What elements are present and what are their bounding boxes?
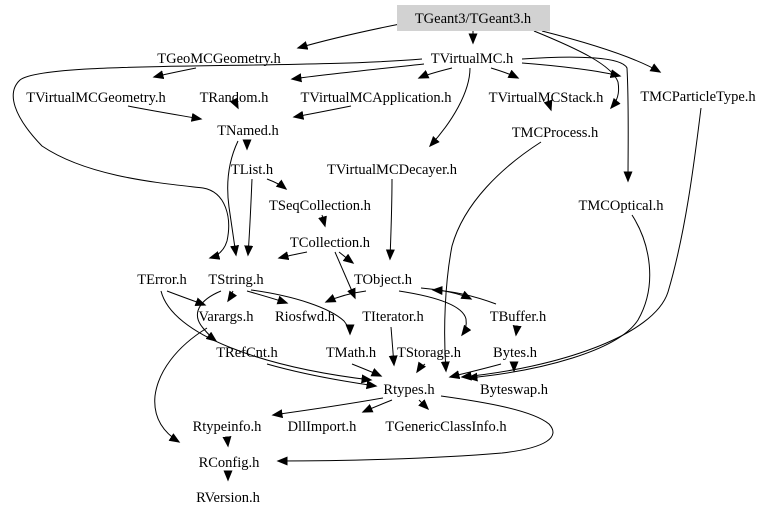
edge-seq-to-coll bbox=[322, 215, 325, 226]
node-label-rio[interactable]: Riosfwd.h bbox=[274, 309, 336, 325]
node-label-bsw[interactable]: Byteswap.h bbox=[479, 382, 549, 398]
edge-err-to-rty bbox=[161, 291, 371, 380]
edge-proc-to-rty bbox=[445, 142, 541, 371]
edge-rty-to-gci bbox=[419, 400, 428, 409]
node-proc[interactable] bbox=[512, 125, 599, 141]
node-label-vgeo[interactable]: TVirtualMCGeometry.h bbox=[26, 90, 166, 106]
node-label-byt[interactable]: Bytes.h bbox=[493, 345, 537, 361]
edge-vmc-to-rand bbox=[292, 64, 424, 79]
node-err[interactable] bbox=[137, 272, 187, 288]
node-var[interactable] bbox=[199, 309, 255, 325]
node-rand[interactable] bbox=[200, 90, 270, 106]
edge-g3-to-geo bbox=[298, 24, 400, 48]
node-dll[interactable] bbox=[288, 419, 358, 435]
node-byt[interactable] bbox=[493, 345, 538, 361]
node-geo[interactable] bbox=[157, 51, 281, 67]
edge-geo-to-vgeo bbox=[154, 68, 196, 77]
node-math[interactable] bbox=[326, 345, 377, 361]
node-label-rcf[interactable]: RConfig.h bbox=[198, 455, 260, 471]
node-str[interactable] bbox=[208, 272, 264, 288]
edge-buf-to-byt bbox=[516, 327, 517, 335]
node-ref[interactable] bbox=[216, 345, 278, 361]
node-seq[interactable] bbox=[269, 198, 372, 214]
edge-iter-to-rty bbox=[391, 327, 394, 365]
node-vgeo[interactable] bbox=[26, 90, 166, 106]
edge-vmc-to-err bbox=[13, 59, 422, 258]
edge-str-to-var bbox=[228, 291, 233, 301]
node-label-str[interactable]: TString.h bbox=[208, 272, 264, 288]
edge-vmc-to-part bbox=[522, 63, 620, 76]
edge-vmc-to-dec bbox=[430, 68, 470, 146]
node-label-rand[interactable]: TRandom.h bbox=[199, 90, 269, 106]
node-label-rti[interactable]: Rtypeinfo.h bbox=[192, 419, 262, 435]
node-label-stor[interactable]: TStorage.h bbox=[396, 345, 462, 361]
node-label-ref[interactable]: TRefCnt.h bbox=[216, 345, 278, 361]
node-label-part[interactable]: TMCParticleType.h bbox=[640, 89, 756, 105]
node-vmc[interactable] bbox=[431, 51, 514, 67]
node-label-coll[interactable]: TCollection.h bbox=[289, 235, 371, 251]
edge-rty-to-dll bbox=[363, 400, 392, 412]
edge-named-to-str bbox=[228, 141, 238, 255]
node-rcf[interactable] bbox=[199, 455, 261, 471]
node-stor[interactable] bbox=[397, 345, 462, 361]
edge-stor-to-rty bbox=[417, 364, 425, 372]
edge-buf-to-obj bbox=[433, 290, 496, 304]
node-label-buf[interactable]: TBuffer.h bbox=[489, 309, 547, 325]
node-label-err[interactable]: TError.h bbox=[137, 272, 187, 288]
node-rti[interactable] bbox=[193, 419, 263, 435]
node-label-seq[interactable]: TSeqCollection.h bbox=[269, 198, 371, 214]
node-label-dll[interactable]: DllImport.h bbox=[287, 419, 357, 435]
node-label-g3: TGeant3/TGeant3.h bbox=[414, 11, 532, 27]
edge-part-to-rty bbox=[462, 108, 701, 377]
node-label-list[interactable]: TList.h bbox=[230, 162, 274, 178]
node-label-math[interactable]: TMath.h bbox=[325, 345, 377, 361]
edge-vapp-to-named bbox=[294, 106, 351, 117]
node-label-opt[interactable]: TMCOptical.h bbox=[578, 198, 664, 214]
node-buf[interactable] bbox=[490, 309, 547, 325]
edge-g3-to-part bbox=[542, 31, 660, 72]
node-label-dec[interactable]: TVirtualMCDecayer.h bbox=[327, 162, 457, 178]
edge-vmc-to-opt bbox=[522, 57, 628, 181]
edge-vgeo-to-named bbox=[128, 106, 201, 119]
node-iter[interactable] bbox=[362, 309, 424, 325]
node-obj[interactable] bbox=[354, 272, 413, 288]
node-list[interactable] bbox=[231, 162, 274, 178]
node-label-var[interactable]: Varargs.h bbox=[198, 309, 254, 325]
node-label-named[interactable]: TNamed.h bbox=[217, 123, 279, 139]
edge-vmc-to-vstk bbox=[491, 68, 518, 78]
node-label-rty[interactable]: Rtypes.h bbox=[383, 382, 435, 398]
node-label-proc[interactable]: TMCProcess.h bbox=[511, 125, 599, 141]
node-label-gci[interactable]: TGenericClassInfo.h bbox=[385, 419, 507, 435]
node-label-obj[interactable]: TObject.h bbox=[353, 272, 413, 288]
edge-err-to-var bbox=[167, 291, 205, 305]
node-named[interactable] bbox=[217, 123, 279, 139]
edge-coll-to-str bbox=[279, 252, 307, 258]
node-label-geo[interactable]: TGeoMCGeometry.h bbox=[157, 51, 281, 67]
edge-coll-to-obj bbox=[339, 252, 353, 263]
edge-math-to-rty bbox=[352, 364, 381, 376]
node-label-vstk[interactable]: TVirtualMCStack.h bbox=[488, 90, 604, 106]
node-rio[interactable] bbox=[275, 309, 336, 325]
edge-list-to-seq bbox=[267, 179, 286, 189]
edge-rti-to-rcf bbox=[227, 437, 228, 446]
node-dec[interactable] bbox=[327, 162, 458, 178]
edge-dec-to-obj bbox=[390, 179, 392, 259]
edge-obj-to-rio bbox=[326, 291, 366, 302]
node-label-iter[interactable]: TIterator.h bbox=[362, 309, 424, 325]
node-bsw[interactable] bbox=[480, 382, 549, 398]
node-g3 bbox=[397, 5, 550, 31]
node-coll[interactable] bbox=[290, 235, 371, 251]
node-vstk[interactable] bbox=[489, 90, 604, 106]
node-part[interactable] bbox=[640, 89, 756, 105]
edge-vmc-to-vapp bbox=[419, 68, 452, 78]
node-gci[interactable] bbox=[385, 419, 507, 435]
edge-coll-to-iter bbox=[335, 252, 355, 298]
node-rty[interactable] bbox=[383, 382, 435, 398]
node-opt[interactable] bbox=[579, 198, 665, 214]
node-label-vmc[interactable]: TVirtualMC.h bbox=[430, 51, 514, 67]
node-vapp[interactable] bbox=[301, 90, 453, 106]
nodes-layer bbox=[26, 5, 756, 506]
node-label-rvr[interactable]: RVersion.h bbox=[196, 490, 260, 506]
edge-list-to-str bbox=[248, 179, 252, 255]
node-label-vapp[interactable]: TVirtualMCApplication.h bbox=[300, 90, 452, 106]
edge-rty-to-rti bbox=[273, 398, 383, 415]
node-rvr[interactable] bbox=[196, 490, 260, 506]
